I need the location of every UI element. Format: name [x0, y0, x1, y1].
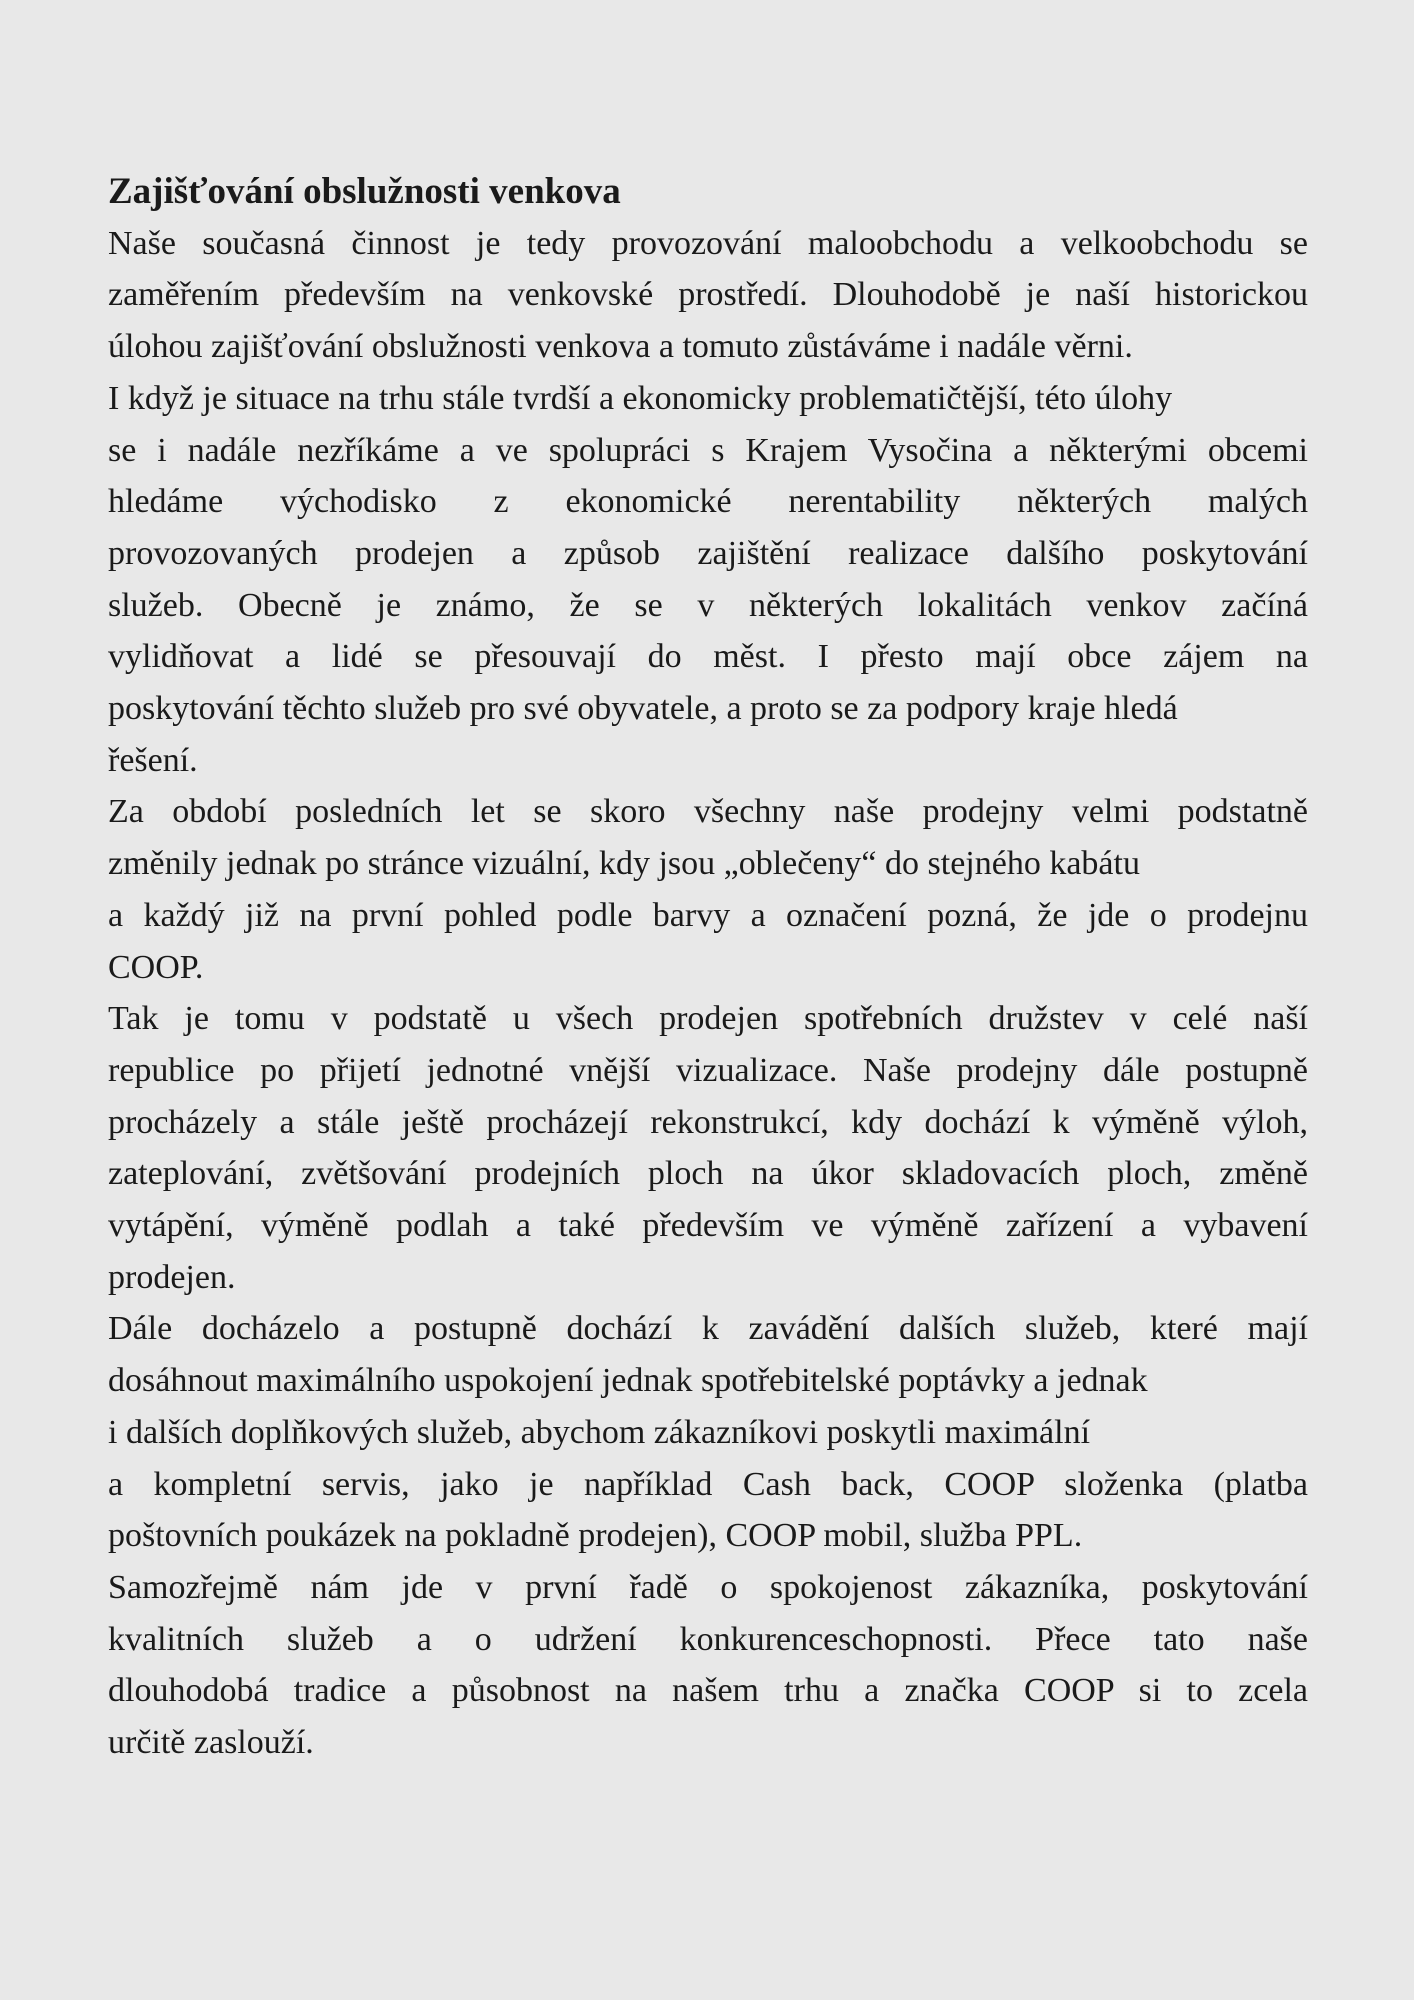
text-line: dlouhodobá tradice a působnost na našem trhu a značka COOP si to zcela: [108, 1672, 1308, 1710]
text-line: Dále docházelo a postupně dochází k zavádění dalších služeb, které mají: [108, 1310, 1308, 1348]
text-line: Za období posledních let se skoro všechny naše prodejny velmi podstatně: [108, 793, 1308, 831]
text-line: prodejen.: [108, 1258, 236, 1296]
paragraph: [108, 218, 1308, 373]
text-line: se i nadále nezříkáme a ve spolupráci s Krajem Vysočina a některými obcemi: [108, 431, 1308, 469]
text-line: Samozřejmě nám jde v první řadě o spokojenost zákazníka, poskytování: [108, 1568, 1308, 1606]
document-page: [108, 166, 1308, 1769]
text-line: určitě zaslouží.: [108, 1724, 314, 1762]
text-line: I když je situace na trhu stále tvrdší a ekonomicky problematičtější, této úlohy: [108, 379, 1173, 417]
text-line: i dalších doplňkových služeb, abychom zákazníkovi poskytli maximální: [108, 1413, 1091, 1451]
text-line: zaměřením především na venkovské prostředí. Dlouhodobě je naší historickou: [108, 276, 1308, 314]
text-line: Naše současná činnost je tedy provozování maloobchodu a velkoobchodu se: [108, 224, 1308, 262]
text-line: a kompletní servis, jako je například Cash back, COOP složenka (platba: [108, 1465, 1308, 1503]
text-line: zateplování, zvětšování prodejních ploch na úkor skladovacích ploch, změně: [108, 1155, 1308, 1193]
text-line: služeb. Obecně je známo, že se v některých lokalitách venkov začíná: [108, 586, 1308, 624]
text-line: dosáhnout maximálního uspokojení jednak spotřebitelské poptávky a jednak: [108, 1362, 1148, 1400]
text-line: úlohou zajišťování obslužnosti venkova a tomuto zůstáváme i nadále věrni.: [108, 328, 1133, 366]
document-title: Zajišťování obslužnosti venkova: [108, 171, 621, 212]
text-line: republice po přijetí jednotné vnější vizualizace. Naše prodejny dále postupně: [108, 1051, 1308, 1089]
text-line: poskytování těchto služeb pro své obyvatele, a proto se za podpory kraje hledá: [108, 690, 1178, 728]
text-line: vytápění, výměně podlah a také především ve výměně zařízení a vybavení: [108, 1207, 1308, 1245]
paragraph: [108, 786, 1308, 993]
text-line: vylidňovat a lidé se přesouvají do měst. I přesto mají obce zájem na: [108, 638, 1308, 676]
paragraph: [108, 1303, 1308, 1562]
text-line: provozovaných prodejen a způsob zajištění realizace dalšího poskytování: [108, 534, 1308, 572]
text-line: poštovních poukázek na pokladně prodejen), COOP mobil, služba PPL.: [108, 1517, 1083, 1555]
text-line: hledáme východisko z ekonomické nerentability některých malých: [108, 483, 1308, 521]
text-line: kvalitních služeb a o udržení konkurenceschopnosti. Přece tato naše: [108, 1620, 1308, 1658]
paragraph: [108, 373, 1308, 787]
paragraph: [108, 1562, 1308, 1769]
paragraph: [108, 993, 1308, 1303]
text-line: Tak je tomu v podstatě u všech prodejen spotřebních družstev v celé naší: [108, 1000, 1308, 1038]
text-line: procházely a stále ještě procházejí rekonstrukcí, kdy dochází k výměně výloh,: [108, 1103, 1308, 1141]
text-line: a každý již na první pohled podle barvy a označení pozná, že jde o prodejnu: [108, 896, 1308, 934]
text-line: změnily jednak po stránce vizuální, kdy jsou „oblečeny“ do stejného kabátu: [108, 845, 1140, 883]
text-line: řešení.: [108, 741, 198, 779]
text-line: COOP.: [108, 948, 204, 986]
document-body: [108, 218, 1308, 1769]
